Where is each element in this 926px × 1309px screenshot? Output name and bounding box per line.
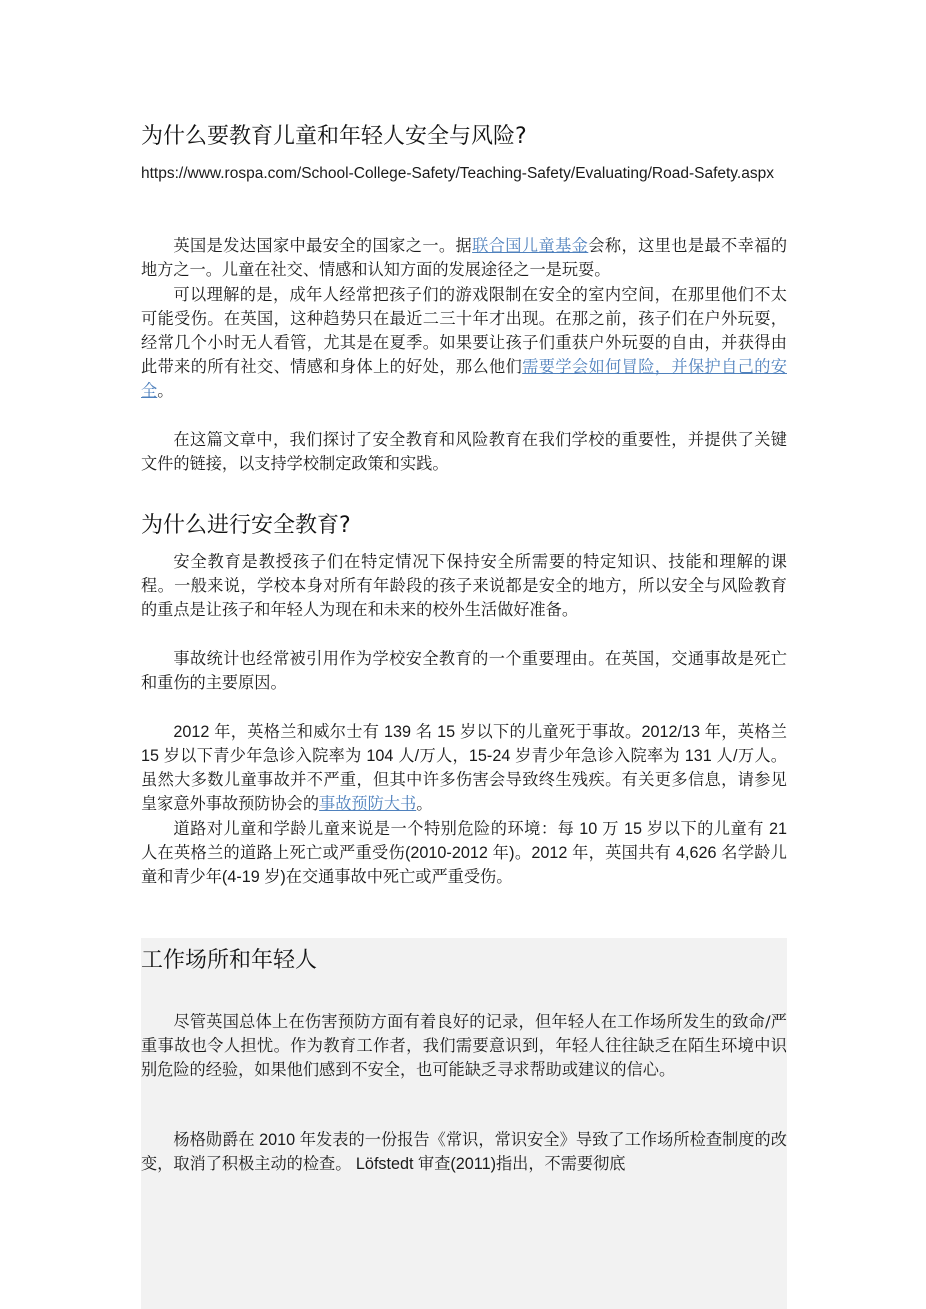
unicef-link[interactable]: 联合国儿童基金 — [472, 236, 589, 255]
paragraph-2012-figures — [141, 720, 787, 816]
paragraph-road-danger: 道路对儿童和学龄儿童来说是一个特别危险的环境：每 10 万 15 岁以下的儿童有 21 人在英格兰的道路上死亡或严重受伤(2010-2012 年)。2012 年，英国共有 4,626 名学龄儿童和青少年(4-19 岁)在交通事故中死亡或严重受伤。 — [141, 820, 787, 886]
paragraph-young-report: 杨格勋爵在 2010 年发表的一份报告《常识，常识安全》导致了工作场所检查制度的改变，取消了积极主动的检查。 Löfstedt 审查(2011)指出，不需要彻底 — [141, 1131, 787, 1173]
paragraph-2012-figures-text-a: 2012 年，英格兰和威尔士有 139 名 15 岁以下的儿童死于事故。2012/13 年，英格兰 15 岁以下青少年急诊入院率为 104 人/万人，15-24 岁青少年急诊入院率为 131 人/万人。虽然大多数儿童事故并不严重，但其中许多伤害会导致终生残疾。有关更多信息，请参见皇家意外事故预防协会的 — [141, 723, 787, 813]
paragraph-indoor-play-text-b: 。 — [157, 381, 174, 400]
heading-why-safety-education: 为什么进行安全教育? — [141, 513, 351, 538]
paragraph-workplace-concerns: 尽管英国总体上在伤害预防方面有着良好的记录，但年轻人在工作场所发生的致命/严重事故也令人担忧。作为教育工作者，我们需要意识到，年轻人往往缺乏在陌生环境中识别危险的经验，如果他们感到不安全，也可能缺乏寻求帮助或建议的信心。 — [141, 1012, 787, 1079]
paragraph-intro — [141, 234, 787, 282]
source-url: https://www.rospa.com/School-College-Safety/Teaching-Safety/Evaluating/Road-Safety.aspx — [141, 165, 774, 182]
heading-why-teach-safety: 为什么要教育儿童和年轻人安全与风险? — [141, 124, 527, 149]
heading-workplace-young-people: 工作场所和年轻人 — [141, 948, 318, 973]
paragraph-safety-definition: 安全教育是教授孩子们在特定情况下保持安全所需要的特定知识、技能和理解的课程。一般来说，学校本身对所有年龄段的孩子来说都是安全的地方，所以安全与风险教育的重点是让孩子和年轻人为现在和未来的校外生活做好准备。 — [141, 552, 787, 619]
accident-prevention-book-link[interactable]: 事故预防大书 — [319, 795, 417, 813]
paragraph-indoor-play — [141, 283, 787, 403]
paragraph-accident-statistics: 事故统计也经常被引用作为学校安全教育的一个重要理由。在英国，交通事故是死亡和重伤的主要原因。 — [141, 649, 787, 692]
paragraph-intro-text-b: 会称，这里也是最不幸福的地方之一。儿童在社交、情感和认知方面的发展途径之一是玩耍。 — [141, 236, 788, 279]
paragraph-2012-figures-text-b: 。 — [416, 795, 433, 813]
section-shaded-background — [141, 938, 787, 1309]
paragraph-indoor-play-text-a: 可以理解的是，成年人经常把孩子们的游戏限制在安全的室内空间，在那里他们不太可能受伤。在英国，这种趋势只在最近二三十年才出现。在那之前，孩子们在户外玩耍，经常几个小时无人看管，尤其是在夏季。如果要让孩子们重获户外玩耍的自由，并获得由此带来的所有社交、情感和身体上的好处，那么他们 — [141, 285, 787, 376]
paragraph-article-overview: 在这篇文章中，我们探讨了安全教育和风险教育在我们学校的重要性，并提供了关键文件的链接，以支持学校制定政策和实践。 — [141, 430, 787, 473]
paragraph-intro-text-a: 英国是发达国家中最安全的国家之一。据 — [173, 236, 473, 255]
learn-risk-link[interactable]: 需要学会如何冒险，并保护自己的安全 — [141, 357, 787, 400]
